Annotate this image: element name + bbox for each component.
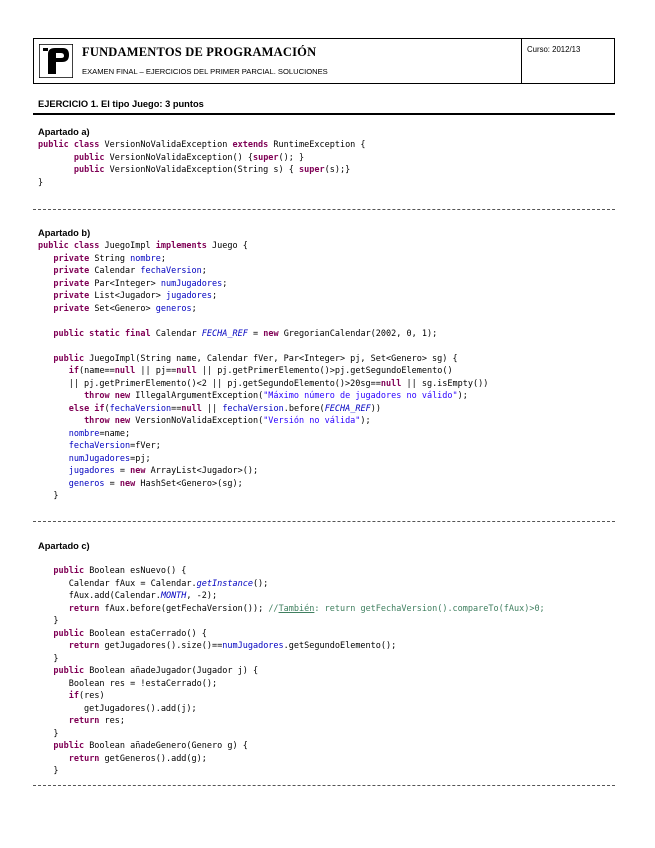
code-token: || pj== bbox=[135, 366, 177, 376]
code-token: public static final bbox=[53, 328, 156, 339]
code-line bbox=[38, 565, 545, 578]
code-token: private bbox=[53, 291, 95, 301]
code-token: HashSet<Genero>(sg); bbox=[140, 478, 243, 489]
code-token: new bbox=[130, 466, 151, 476]
code-token: getGeneros().add(g); bbox=[104, 753, 207, 764]
code-token: private bbox=[53, 303, 95, 314]
code-line bbox=[38, 303, 488, 316]
code-token: ); bbox=[457, 391, 468, 401]
code-line bbox=[38, 590, 545, 603]
code-token: VersionNoValidaException bbox=[104, 140, 233, 150]
code-token: fAux.before(getFechaVersion()); bbox=[104, 603, 269, 614]
code-token: También bbox=[278, 603, 315, 614]
code-token: Boolean añadeJugador(Jugador j) { bbox=[89, 666, 259, 676]
code-line bbox=[38, 403, 488, 416]
section-label-b: Apartado b) bbox=[38, 228, 91, 238]
code-token: new bbox=[119, 478, 141, 489]
code-token: =name; bbox=[99, 428, 131, 439]
code-token: nombre bbox=[68, 428, 100, 439]
code-token bbox=[38, 429, 69, 439]
code-line bbox=[38, 415, 488, 428]
code-token bbox=[38, 165, 74, 175]
code-token: // bbox=[268, 603, 279, 614]
code-line bbox=[38, 765, 545, 778]
code-token: (); } bbox=[278, 152, 305, 163]
code-token: } bbox=[38, 616, 59, 626]
code-token: return bbox=[68, 641, 105, 651]
code-token bbox=[38, 366, 69, 376]
code-token: || pj.getPrimerElemento()>pj.getSegundoElemento() bbox=[196, 366, 453, 376]
code-token: generos bbox=[155, 303, 192, 314]
code-line bbox=[38, 152, 366, 165]
code-token: =fVer; bbox=[130, 441, 161, 451]
code-token: return bbox=[68, 603, 105, 614]
code-token: nombre bbox=[130, 253, 161, 264]
code-line bbox=[38, 640, 545, 653]
code-token: RuntimeException { bbox=[273, 140, 366, 150]
code-line bbox=[38, 728, 545, 741]
code-token bbox=[38, 404, 69, 414]
code-line bbox=[38, 740, 545, 753]
code-token: } bbox=[38, 766, 59, 776]
code-token: } bbox=[38, 491, 59, 501]
code-token: VersionNoValidaException( bbox=[135, 416, 264, 426]
code-token: fAux.add(Calendar. bbox=[38, 591, 161, 601]
code-token bbox=[38, 254, 53, 264]
code-token bbox=[38, 629, 53, 639]
code-line bbox=[38, 177, 366, 190]
code-line bbox=[38, 490, 488, 503]
code-line bbox=[38, 428, 488, 441]
exercise-rule bbox=[33, 113, 615, 115]
code-token: implements bbox=[155, 241, 213, 251]
code-token: extends bbox=[232, 140, 274, 150]
exam-subtitle: EXAMEN FINAL – EJERCICIOS DEL PRIMER PARCIAL. SOLUCIONES bbox=[82, 67, 328, 76]
section-label-c: Apartado c) bbox=[38, 541, 90, 551]
code-token: Par<Integer> bbox=[94, 278, 161, 289]
code-token: super bbox=[252, 152, 279, 163]
code-token bbox=[38, 354, 53, 364]
code-token bbox=[38, 566, 53, 576]
code-line bbox=[38, 164, 366, 177]
code-token: || bbox=[201, 403, 223, 414]
code-line bbox=[38, 703, 545, 716]
code-token: Calendar bbox=[155, 328, 202, 339]
code-token: throw new bbox=[84, 391, 136, 401]
code-token bbox=[38, 716, 69, 726]
code-block-b bbox=[38, 240, 488, 503]
code-token: fechaVersion bbox=[109, 403, 172, 414]
code-token: (res) bbox=[78, 691, 105, 701]
code-line bbox=[38, 440, 488, 453]
university-logo-icon bbox=[39, 44, 73, 78]
code-token: public bbox=[53, 628, 90, 639]
code-line bbox=[38, 253, 488, 266]
code-token: List<Jugador> bbox=[94, 291, 166, 301]
code-token: Boolean estaCerrado() { bbox=[89, 628, 207, 639]
code-token: ; bbox=[201, 266, 207, 276]
code-token: VersionNoValidaException(String s) { bbox=[109, 165, 300, 175]
code-token bbox=[38, 741, 53, 751]
code-line bbox=[38, 678, 545, 691]
course-year: Curso: 2012/13 bbox=[527, 45, 581, 54]
code-token: FECHA_REF bbox=[201, 328, 248, 339]
code-token: getInstance bbox=[196, 578, 253, 589]
code-token: null bbox=[181, 403, 202, 414]
code-token: if bbox=[68, 691, 79, 701]
code-token: } bbox=[38, 177, 44, 188]
code-line bbox=[38, 365, 488, 378]
code-token: = bbox=[104, 478, 120, 489]
code-token bbox=[38, 754, 69, 764]
code-token bbox=[38, 266, 53, 276]
code-token: fechaVersion bbox=[68, 441, 131, 451]
code-line bbox=[38, 465, 488, 478]
header-divider bbox=[521, 39, 522, 83]
code-token: (); bbox=[252, 578, 269, 589]
code-token: ; bbox=[191, 303, 197, 314]
code-token: "Máximo número de jugadores no válido" bbox=[263, 391, 458, 401]
code-token: String bbox=[94, 253, 131, 264]
code-token: == bbox=[171, 403, 182, 414]
code-token: Calendar fAux = Calendar. bbox=[38, 578, 197, 589]
code-line bbox=[38, 615, 545, 628]
code-token bbox=[38, 441, 69, 451]
code-token: res; bbox=[104, 716, 126, 726]
code-token: JuegoImpl bbox=[104, 241, 156, 251]
code-token bbox=[38, 416, 84, 426]
code-token: if bbox=[68, 366, 79, 376]
code-token bbox=[38, 666, 53, 676]
code-token: "Versión no válida" bbox=[263, 416, 361, 426]
code-token bbox=[38, 466, 69, 476]
code-token: ArrayList<Jugador>(); bbox=[150, 466, 259, 476]
code-token: null bbox=[380, 378, 402, 389]
code-token: public bbox=[53, 353, 90, 364]
code-token: Boolean res = !estaCerrado(); bbox=[38, 678, 218, 689]
code-line bbox=[38, 290, 488, 303]
code-token: super bbox=[299, 165, 325, 175]
code-token: (s);} bbox=[324, 165, 351, 175]
code-token: public bbox=[53, 741, 90, 751]
section-separator bbox=[33, 785, 615, 786]
document-header bbox=[33, 38, 615, 84]
code-token: return bbox=[68, 716, 105, 726]
code-token: public bbox=[53, 566, 90, 576]
code-token: numJugadores bbox=[222, 641, 284, 651]
code-token: getJugadores().add(j); bbox=[38, 703, 197, 714]
code-token: Juego { bbox=[212, 241, 248, 251]
code-line bbox=[38, 390, 488, 403]
code-token: .before( bbox=[283, 403, 325, 414]
code-token: fechaVersion bbox=[140, 266, 202, 276]
code-line bbox=[38, 315, 488, 328]
code-token: ( bbox=[104, 403, 110, 414]
section-separator bbox=[33, 209, 615, 210]
code-token: ; bbox=[222, 278, 228, 289]
code-line bbox=[38, 715, 545, 728]
code-line bbox=[38, 578, 545, 591]
code-token: = bbox=[247, 328, 264, 339]
code-token bbox=[38, 391, 84, 401]
code-line bbox=[38, 378, 488, 391]
code-token: .getSegundoElemento(); bbox=[283, 641, 397, 651]
code-token bbox=[38, 153, 74, 163]
code-token: public class bbox=[38, 241, 105, 251]
code-line bbox=[38, 353, 488, 366]
code-token: (name== bbox=[78, 366, 115, 376]
code-line bbox=[38, 690, 545, 703]
code-block-a bbox=[38, 139, 366, 189]
code-token bbox=[38, 604, 69, 614]
code-token: } bbox=[38, 728, 59, 739]
code-line bbox=[38, 653, 545, 666]
code-token: private bbox=[53, 253, 95, 264]
code-token: =pj; bbox=[130, 453, 151, 464]
code-line bbox=[38, 139, 366, 152]
code-token: IllegalArgumentException( bbox=[135, 391, 264, 401]
code-token bbox=[38, 304, 53, 314]
code-block-c bbox=[38, 565, 545, 778]
code-token: } bbox=[38, 653, 59, 664]
code-token: public class bbox=[38, 140, 105, 150]
code-token bbox=[38, 641, 69, 651]
code-line bbox=[38, 603, 545, 616]
code-line bbox=[38, 628, 545, 641]
code-token bbox=[38, 279, 53, 289]
code-token: public bbox=[73, 152, 110, 163]
code-token bbox=[38, 329, 53, 339]
code-token: FECHA_REF bbox=[324, 403, 371, 414]
code-token: public bbox=[73, 165, 110, 175]
code-token: JuegoImpl(String name, Calendar fVer, Par<Integer> pj, Set<Genero> sg) { bbox=[89, 353, 458, 364]
code-token: fechaVersion bbox=[222, 403, 284, 414]
code-token bbox=[38, 291, 53, 301]
code-token: return bbox=[68, 753, 105, 764]
code-token: || pj.getPrimerElemento()<2 || pj.getSegundoElemento()>20sg== bbox=[38, 378, 381, 389]
code-token: MONTH bbox=[160, 591, 187, 601]
code-token: , -2); bbox=[186, 591, 218, 601]
section-label-a: Apartado a) bbox=[38, 127, 90, 137]
code-token: GregorianCalendar(2002, 0, 1); bbox=[283, 328, 438, 339]
code-line bbox=[38, 340, 488, 353]
code-line bbox=[38, 753, 545, 766]
code-token bbox=[38, 691, 69, 701]
code-token: ); bbox=[360, 416, 371, 426]
code-token: private bbox=[53, 278, 95, 289]
code-token: : return getFechaVersion().compareTo(fAux)>0; bbox=[314, 603, 545, 614]
code-token: VersionNoValidaException() { bbox=[109, 152, 253, 163]
code-token: null bbox=[114, 366, 136, 376]
code-token bbox=[38, 479, 69, 489]
code-token: generos bbox=[68, 478, 105, 489]
code-token: Calendar bbox=[94, 266, 141, 276]
code-token: Set<Genero> bbox=[94, 303, 156, 314]
code-line bbox=[38, 478, 488, 491]
code-token: jugadores bbox=[165, 291, 213, 301]
code-line bbox=[38, 328, 488, 341]
code-token: null bbox=[176, 366, 197, 376]
course-title: FUNDAMENTOS DE PROGRAMACIÓN bbox=[82, 45, 317, 59]
code-token: public bbox=[53, 666, 90, 676]
code-token: throw new bbox=[84, 416, 136, 426]
code-token: ; bbox=[212, 291, 218, 301]
code-token: new bbox=[263, 328, 284, 339]
code-token: Boolean esNuevo() { bbox=[89, 566, 187, 576]
code-token: getJugadores().size()== bbox=[104, 641, 223, 651]
code-token: numJugadores bbox=[160, 278, 223, 289]
code-line bbox=[38, 453, 488, 466]
code-token: jugadores bbox=[68, 466, 115, 476]
code-token bbox=[38, 454, 69, 464]
code-token: numJugadores bbox=[68, 453, 131, 464]
code-token: private bbox=[53, 266, 95, 276]
code-token: ; bbox=[160, 253, 166, 264]
code-line bbox=[38, 278, 488, 291]
code-token: = bbox=[114, 466, 131, 476]
code-token: Boolean añadeGenero(Genero g) { bbox=[89, 741, 248, 751]
code-token: )) bbox=[370, 403, 381, 414]
section-separator bbox=[33, 521, 615, 522]
code-line bbox=[38, 265, 488, 278]
code-line bbox=[38, 665, 545, 678]
exercise-title: EJERCICIO 1. El tipo Juego: 3 puntos bbox=[38, 99, 204, 109]
code-token: || sg.isEmpty()) bbox=[401, 378, 489, 389]
code-token: else if bbox=[68, 403, 105, 414]
code-line bbox=[38, 240, 488, 253]
